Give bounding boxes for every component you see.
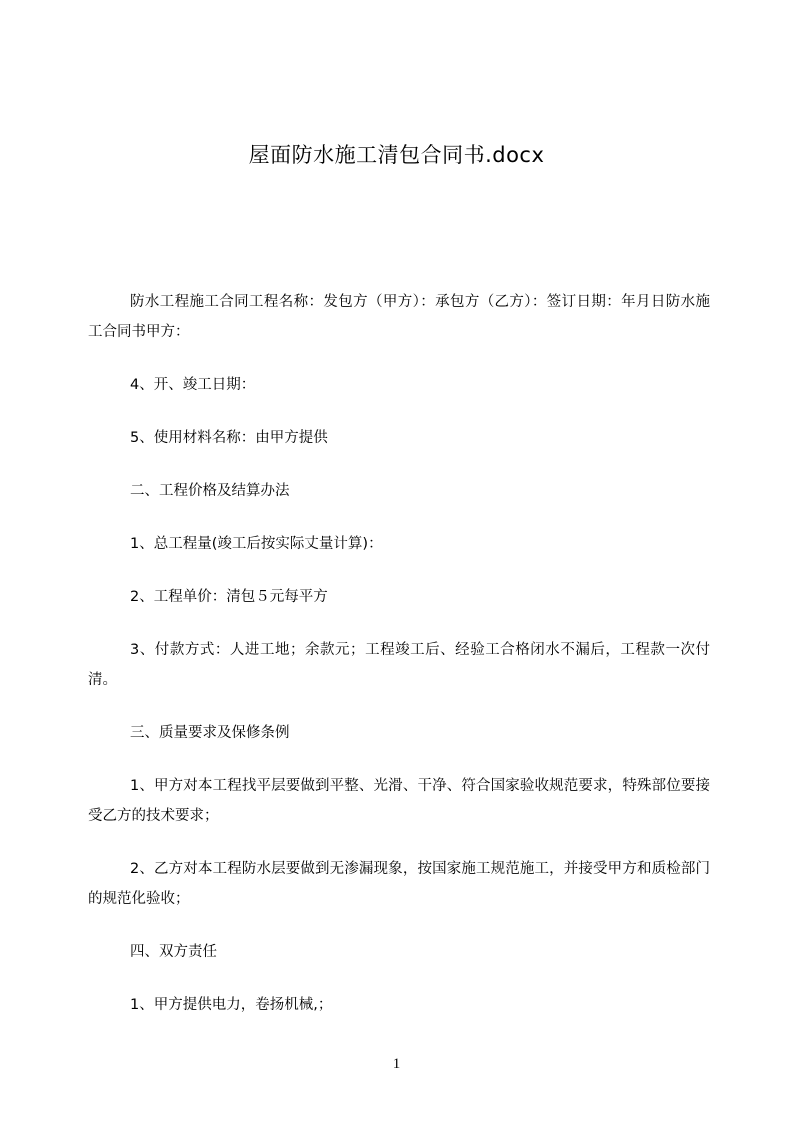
paragraph: 3、付款方式：人进工地；余款元；工程竣工后、经验工合格闭水不漏后，工程款一次付清。 xyxy=(88,642,710,688)
paragraph: 1、甲方提供电力，卷扬机械,； xyxy=(130,997,333,1013)
paragraph: 2、乙方对本工程防水层要做到无渗漏现象，按国家施工规范施工，并接受甲方和质检部门的规范化验收； xyxy=(88,861,710,907)
document-body xyxy=(88,287,710,1020)
section-heading: 三、质量要求及保修条例 xyxy=(130,725,290,741)
section-heading: 四、双方责任 xyxy=(130,944,218,960)
page-number: 1 xyxy=(392,1056,401,1072)
section-heading: 二、工程价格及结算办法 xyxy=(130,483,290,499)
paragraph: 4、开、竣工日期： xyxy=(130,377,256,393)
document-title: 屋面防水施工清包合同书.docx xyxy=(248,143,545,167)
paragraph: 2、工程单价：清包５元每平方 xyxy=(130,589,328,605)
paragraph: 5、使用材料名称：由甲方提供 xyxy=(130,430,328,446)
paragraph: 防水工程施工合同工程名称：发包方（甲方）：承包方（乙方）：签订日期：年月日防水施工合同书甲方： xyxy=(88,294,710,340)
paragraph: 1、甲方对本工程找平层要做到平整、光滑、干净、符合国家验收规范要求，特殊部位要接受乙方的技术要求； xyxy=(88,778,710,824)
paragraph: 1、总工程量(竣工后按实际丈量计算)： xyxy=(130,536,383,552)
